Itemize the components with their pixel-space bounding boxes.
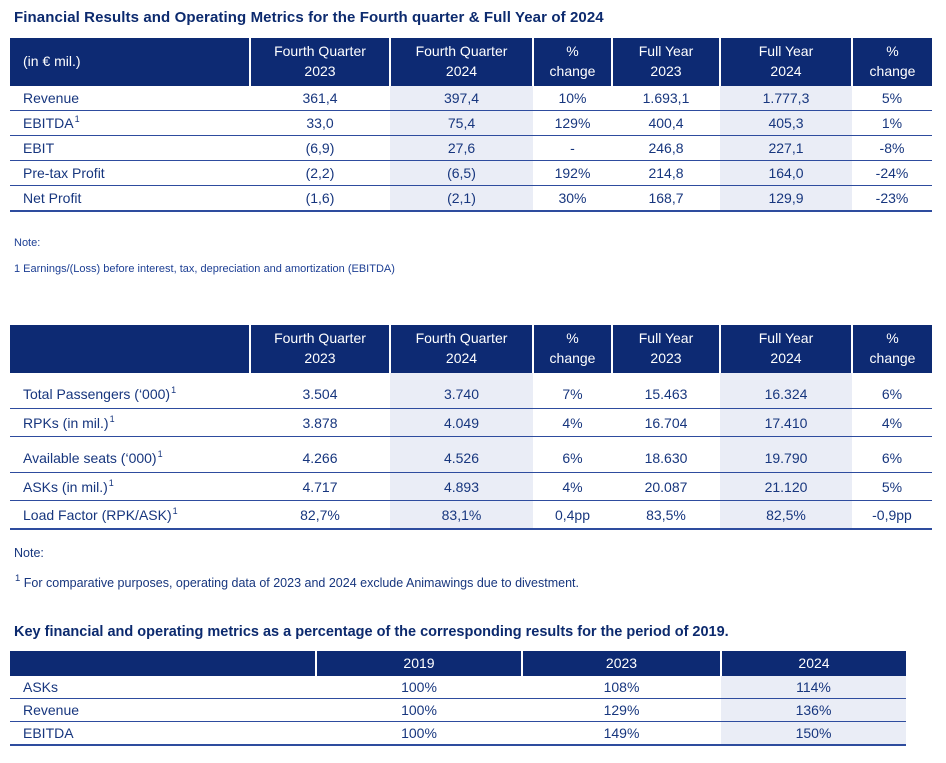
header-line: 2024: [770, 62, 802, 79]
cell: 82,5%: [720, 500, 852, 529]
header-line: 2023: [650, 62, 682, 79]
row-revenue-pct: [10, 699, 906, 722]
row-label: [10, 160, 250, 185]
header-line: 2019: [403, 654, 435, 671]
column-header-fy-change: [852, 38, 932, 86]
cell: 4.717: [250, 472, 390, 500]
note-text: 1 Earnings/(Loss) before interest, tax, depreciation and amortization (EBITDA): [14, 262, 395, 275]
cell: 114%: [721, 676, 906, 699]
row-asks: [10, 472, 932, 500]
footnote-marker: 1: [74, 114, 80, 125]
cell: 33,0: [250, 110, 390, 135]
footnote-marker: 1: [172, 505, 178, 516]
column-header-blank: [10, 651, 316, 677]
cell: 6%: [533, 436, 612, 472]
note-text-body: For comparative purposes, operating data of 2023 and 2024 exclude Animawings due to divestment.: [23, 575, 579, 590]
header-line: 2023: [650, 349, 682, 366]
header-line: 2024: [770, 349, 802, 366]
cell: -24%: [852, 160, 932, 185]
row-ebitda-pct: [10, 722, 906, 746]
row-label: [10, 436, 250, 472]
row-label: EBITDA: [10, 722, 316, 746]
cell: 214,8: [612, 160, 720, 185]
footnote-marker: 1: [157, 448, 163, 459]
row-label: [10, 472, 250, 500]
cell: 400,4: [612, 110, 720, 135]
operating-table-header-row: [10, 325, 932, 373]
row-label-text: EBIT: [23, 139, 55, 156]
cell: 246,8: [612, 135, 720, 160]
header-line: Full Year: [758, 43, 814, 59]
header-line: 2023: [605, 654, 638, 671]
cell: 4.266: [250, 436, 390, 472]
row-label: [10, 185, 250, 211]
row-label-text: Load Factor (RPK/ASK): [23, 506, 172, 523]
cell: 4.049: [390, 408, 533, 436]
cell: 4%: [533, 472, 612, 500]
cell: (1,6): [250, 185, 390, 211]
cell: -0,9pp: [852, 500, 932, 529]
column-header-q4-2024: [390, 325, 533, 373]
column-header-q-change: [533, 325, 612, 373]
header-line: change: [869, 62, 916, 79]
header-line: change: [869, 349, 916, 366]
row-label: [10, 110, 250, 135]
note-label: Note:: [14, 545, 44, 560]
row-load-factor: [10, 500, 932, 529]
cell: (6,5): [390, 160, 533, 185]
cell: 129%: [533, 110, 612, 135]
header-line: Full Year: [758, 329, 814, 346]
cell: 15.463: [612, 373, 720, 409]
row-label: [10, 135, 250, 160]
row-label-text: Net Profit: [23, 189, 82, 206]
note-2: [14, 546, 946, 590]
header-line: 2024: [445, 62, 478, 79]
column-header-unit: [10, 38, 250, 86]
cell: 108%: [522, 676, 721, 699]
header-line: Fourth Quarter: [274, 329, 366, 346]
footnote-marker: 1: [171, 384, 177, 395]
column-header-q4-2024: [390, 38, 533, 86]
row-label: [10, 373, 250, 409]
row-label-text: Pre-tax Profit: [23, 164, 105, 181]
header-line: Fourth Quarter: [274, 43, 366, 59]
row-label: ASKs: [10, 676, 316, 699]
cell: 192%: [533, 160, 612, 185]
column-header-fy-2023: [612, 38, 720, 86]
cell: -8%: [852, 135, 932, 160]
header-line: 2023: [304, 349, 336, 366]
cell: 168,7: [612, 185, 720, 211]
cell: 10%: [533, 86, 612, 111]
cell: 20.087: [612, 472, 720, 500]
row-total-passengers: [10, 373, 932, 409]
cell: (6,9): [250, 135, 390, 160]
secondary-title: Key financial and operating metrics as a percentage of the corresponding results for the period of 2019.: [14, 623, 729, 640]
cell: 3.878: [250, 408, 390, 436]
note-label: Note:: [14, 236, 41, 249]
header-line: Full Year: [638, 43, 694, 59]
cell: 129%: [522, 699, 721, 722]
row-label: [10, 500, 250, 529]
row-label: [10, 408, 250, 436]
column-header-q-change: [533, 38, 612, 86]
financial-results-table: [10, 38, 932, 212]
cell: 6%: [852, 436, 932, 472]
cell: 1.777,3: [720, 86, 852, 111]
row-asks-pct: [10, 676, 906, 699]
cell: -: [533, 135, 612, 160]
header-line: Fourth Quarter: [415, 43, 508, 59]
cell: 227,1: [720, 135, 852, 160]
row-label: Revenue: [10, 699, 316, 722]
cell: 0,4pp: [533, 500, 612, 529]
cell: 136%: [721, 699, 906, 722]
cell: 21.120: [720, 472, 852, 500]
cell: 18.630: [612, 436, 720, 472]
row-label-text: Revenue: [23, 89, 80, 106]
header-line: 2024: [798, 654, 830, 671]
cell: 1%: [852, 110, 932, 135]
column-header-q4-2023: [250, 325, 390, 373]
cell: -23%: [852, 185, 932, 211]
cell: 149%: [522, 722, 721, 746]
cell: 5%: [852, 86, 932, 111]
column-header-fy-2023: [612, 325, 720, 373]
header-line: %: [566, 43, 579, 59]
row-rpks: [10, 408, 932, 436]
row-label-text: Total Passengers (‘000): [23, 385, 171, 402]
row-label-text: EBITDA: [23, 114, 74, 131]
cell: 3.504: [250, 373, 390, 409]
cell: 4.526: [390, 436, 533, 472]
header-line: 2023: [304, 62, 336, 79]
cell: 405,3: [720, 110, 852, 135]
footnote-marker: 1: [109, 413, 115, 424]
cell: 129,9: [720, 185, 852, 211]
cell: 100%: [316, 676, 522, 699]
cell: 16.704: [612, 408, 720, 436]
cell: 19.790: [720, 436, 852, 472]
cell: 27,6: [390, 135, 533, 160]
cell: 397,4: [390, 86, 533, 111]
metrics-vs-2019-table: [10, 651, 906, 747]
row-ebitda: [10, 110, 932, 135]
row-available-seats: [10, 436, 932, 472]
cell: 361,4: [250, 86, 390, 111]
column-header-fy-2024: [720, 325, 852, 373]
row-revenue: [10, 86, 932, 111]
operating-metrics-table: [10, 325, 932, 530]
note-text: [14, 573, 946, 590]
cell: (2,1): [390, 185, 533, 211]
row-label-text: Available seats (‘000): [23, 449, 157, 466]
cell: (2,2): [250, 160, 390, 185]
cell: 100%: [316, 699, 522, 722]
header-line: change: [549, 62, 596, 79]
header-line: 2024: [445, 349, 478, 366]
cell: 4%: [533, 408, 612, 436]
metrics-table-header-row: [10, 651, 906, 677]
note-1: [14, 237, 946, 275]
cell: 4%: [852, 408, 932, 436]
cell: 1.693,1: [612, 86, 720, 111]
cell: 6%: [852, 373, 932, 409]
column-header-blank: [10, 325, 250, 373]
footnote-marker: 1: [108, 477, 114, 488]
cell: 7%: [533, 373, 612, 409]
cell: 30%: [533, 185, 612, 211]
column-header-2023: [522, 651, 721, 677]
row-label: [10, 86, 250, 111]
cell: 5%: [852, 472, 932, 500]
header-line: Fourth Quarter: [415, 329, 508, 346]
cell: 83,1%: [390, 500, 533, 529]
cell: 82,7%: [250, 500, 390, 529]
cell: 164,0: [720, 160, 852, 185]
cell: 3.740: [390, 373, 533, 409]
column-header-2019: [316, 651, 522, 677]
header-line: (in € mil.): [23, 52, 81, 69]
row-ebit: [10, 135, 932, 160]
row-pretax-profit: [10, 160, 932, 185]
header-line: %: [886, 329, 899, 346]
row-net-profit: [10, 185, 932, 211]
column-header-q4-2023: [250, 38, 390, 86]
header-line: change: [549, 349, 596, 366]
column-header-fy-change: [852, 325, 932, 373]
header-line: %: [886, 43, 899, 59]
financial-table-header-row: [10, 38, 932, 86]
cell: 75,4: [390, 110, 533, 135]
cell: 4.893: [390, 472, 533, 500]
header-line: %: [566, 329, 579, 346]
cell: 17.410: [720, 408, 852, 436]
footnote-marker: 1: [15, 573, 21, 585]
column-header-2024: [721, 651, 906, 677]
row-label-text: RPKs (in mil.): [23, 414, 109, 431]
row-label-text: ASKs (in mil.): [23, 478, 108, 495]
cell: 150%: [721, 722, 906, 746]
cell: 100%: [316, 722, 522, 746]
cell: 16.324: [720, 373, 852, 409]
page-title: Financial Results and Operating Metrics for the Fourth quarter & Full Year of 2024: [14, 9, 604, 26]
header-line: Full Year: [638, 329, 694, 346]
cell: 83,5%: [612, 500, 720, 529]
column-header-fy-2024: [720, 38, 852, 86]
